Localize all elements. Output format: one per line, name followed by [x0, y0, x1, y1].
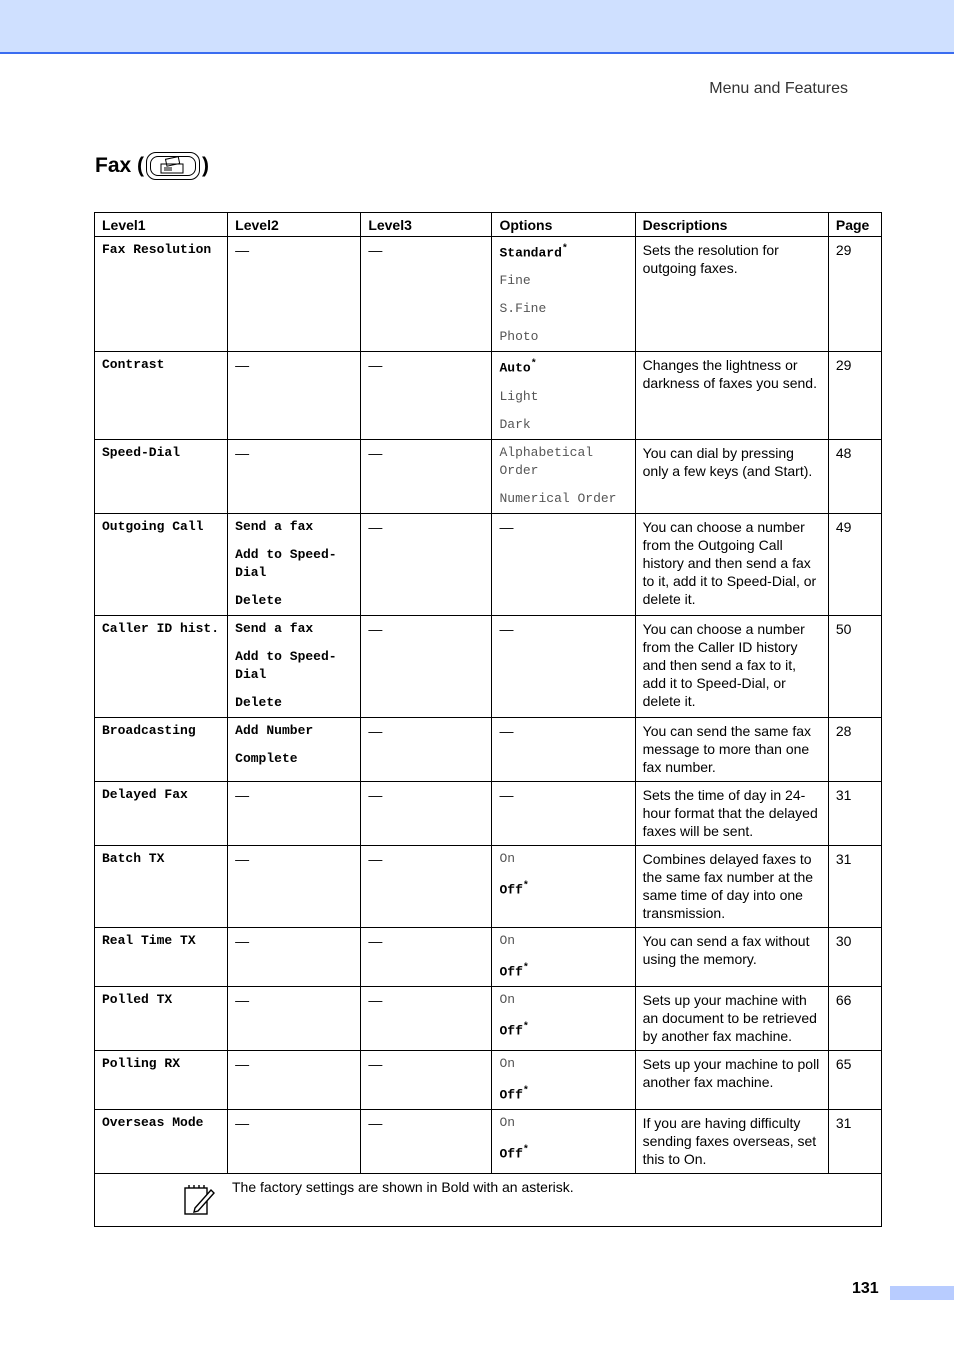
- level1-cell: Polled TX: [95, 986, 228, 1050]
- option-item: Numerical Order: [499, 490, 617, 506]
- level3-cell: —: [361, 439, 492, 513]
- table-row: [95, 845, 882, 927]
- page-cell: 66: [828, 986, 881, 1050]
- default-asterisk: *: [530, 359, 537, 371]
- options-cell: [492, 781, 635, 845]
- col-header-descriptions: Descriptions: [635, 213, 828, 237]
- options-cell: [492, 615, 635, 717]
- default-asterisk: *: [522, 880, 529, 892]
- description-cell: Changes the lightness or darkness of faxes you send.: [635, 352, 828, 439]
- options-cell: [492, 845, 635, 927]
- level2-item: Send a fax: [235, 518, 314, 534]
- option-item: Alphabetical Order: [499, 444, 594, 478]
- page-cell: 31: [828, 845, 881, 927]
- level2-item: Delete: [235, 694, 282, 710]
- description-cell: You can choose a number from the Caller ID history and then send a fax to it, add it to Speed-Dial, or delete it.: [635, 615, 828, 717]
- description-cell: Combines delayed faxes to the same fax number at the same time of day into one transmission.: [635, 845, 828, 927]
- level3-cell: —: [361, 717, 492, 781]
- level2-cell: —: [228, 237, 361, 352]
- table-row: [95, 615, 882, 717]
- page-cell: 31: [828, 1110, 881, 1174]
- level3-cell: —: [361, 845, 492, 927]
- level2-cell: [228, 717, 361, 781]
- default-asterisk: *: [522, 1021, 529, 1033]
- option-item: —: [499, 518, 514, 535]
- table-row: [95, 927, 882, 986]
- option-default: Off*: [499, 1021, 529, 1039]
- level3-cell: —: [361, 1110, 492, 1174]
- default-asterisk: *: [522, 962, 529, 974]
- level2-item: Add to Speed-Dial: [235, 546, 337, 580]
- option-item: —: [499, 722, 514, 739]
- description-cell: Sets up your machine to poll another fax machine.: [635, 1050, 828, 1109]
- description-cell: Sets the resolution for outgoing faxes.: [635, 237, 828, 352]
- table-row: [95, 1050, 882, 1109]
- options-cell: [492, 237, 635, 352]
- note-pencil-icon: [182, 1182, 216, 1216]
- level3-cell: —: [361, 781, 492, 845]
- table-row: [95, 1110, 882, 1174]
- level2-cell: —: [228, 1110, 361, 1174]
- page-cell: 31: [828, 781, 881, 845]
- table-header-row: [95, 213, 882, 237]
- default-asterisk: *: [522, 1085, 529, 1097]
- options-cell: [492, 717, 635, 781]
- level2-cell: [228, 615, 361, 717]
- table-row: [95, 352, 882, 439]
- level2-cell: —: [228, 352, 361, 439]
- level2-cell: —: [228, 927, 361, 986]
- option-item: On: [499, 850, 516, 866]
- footer-tab: [890, 1286, 954, 1300]
- description-cell: Sets the time of day in 24-hour format that the delayed faxes will be sent.: [635, 781, 828, 845]
- section-title-prefix: Fax (: [95, 154, 145, 177]
- level2-item: Add Number: [235, 722, 314, 738]
- options-cell: [492, 513, 635, 615]
- col-header-level1: Level1: [95, 213, 228, 237]
- level2-cell: [228, 513, 361, 615]
- level1-cell: Caller ID hist.: [95, 615, 228, 717]
- level1-cell: Polling RX: [95, 1050, 228, 1109]
- option-item: Light: [499, 388, 539, 404]
- fax-key-icon: [146, 152, 200, 180]
- option-default: Off*: [499, 1085, 529, 1103]
- options-cell: [492, 986, 635, 1050]
- description-cell: Sets up your machine with an document to be retrieved by another fax machine.: [635, 986, 828, 1050]
- level3-cell: —: [361, 352, 492, 439]
- option-item: On: [499, 1055, 516, 1071]
- level3-cell: —: [361, 927, 492, 986]
- level2-item: Add to Speed-Dial: [235, 648, 337, 682]
- default-asterisk: *: [522, 1145, 529, 1157]
- level1-cell: Delayed Fax: [95, 781, 228, 845]
- level1-cell: Batch TX: [95, 845, 228, 927]
- level2-cell: —: [228, 845, 361, 927]
- options-cell: [492, 927, 635, 986]
- col-header-page: Page: [828, 213, 881, 237]
- table-row: [95, 237, 882, 352]
- description-cell: You can choose a number from the Outgoing Call history and then send a fax to it, add it to Speed-Dial, or delete it.: [635, 513, 828, 615]
- level2-item: Delete: [235, 592, 282, 608]
- option-default: Off*: [499, 962, 529, 979]
- default-asterisk: *: [561, 244, 568, 255]
- options-cell: [492, 1110, 635, 1174]
- level2-cell: —: [228, 986, 361, 1050]
- option-default: Off*: [499, 880, 529, 897]
- page-cell: 48: [828, 439, 881, 513]
- option-item: S.Fine: [499, 301, 547, 317]
- option-item: Fine: [499, 273, 531, 289]
- note-text: The factory settings are shown in Bold with an asterisk.: [232, 1179, 574, 1196]
- level3-cell: —: [361, 513, 492, 615]
- page-number: 131: [852, 1280, 879, 1297]
- description-cell: You can send a fax without using the memory.: [635, 927, 828, 986]
- level2-item: Complete: [235, 750, 298, 766]
- running-header: Menu and Features: [709, 80, 848, 97]
- table-row: [95, 781, 882, 845]
- option-item: Dark: [499, 416, 531, 432]
- table-row: [95, 986, 882, 1050]
- section-title: [95, 152, 209, 180]
- description-cell: If you are having difficulty sending faxes overseas, set this to On.: [635, 1110, 828, 1174]
- col-header-level3: Level3: [361, 213, 492, 237]
- level2-cell: —: [228, 781, 361, 845]
- top-band: [0, 0, 954, 54]
- table-row: [95, 717, 882, 781]
- level1-cell: Overseas Mode: [95, 1110, 228, 1174]
- description-cell: You can dial by pressing only a few keys (and Start).: [635, 439, 828, 513]
- description-cell: You can send the same fax message to more than one fax number.: [635, 717, 828, 781]
- page-cell: 29: [828, 237, 881, 352]
- level1-cell: Fax Resolution: [95, 237, 228, 352]
- page-cell: 28: [828, 717, 881, 781]
- table-row: [95, 439, 882, 513]
- level3-cell: —: [361, 615, 492, 717]
- options-cell: [492, 439, 635, 513]
- level3-cell: —: [361, 986, 492, 1050]
- options-cell: [492, 352, 635, 439]
- note-row: [95, 1174, 882, 1227]
- col-header-options: Options: [492, 213, 635, 237]
- level1-cell: Broadcasting: [95, 717, 228, 781]
- option-item: On: [499, 1115, 516, 1131]
- level1-cell: Contrast: [95, 352, 228, 439]
- page-cell: 49: [828, 513, 881, 615]
- page-cell: 29: [828, 352, 881, 439]
- level1-cell: Real Time TX: [95, 927, 228, 986]
- option-item: On: [499, 932, 516, 948]
- section-title-suffix: ): [202, 154, 210, 177]
- level2-item: Send a fax: [235, 620, 314, 636]
- option-default: Standard*: [499, 244, 568, 261]
- option-default: Off*: [499, 1145, 529, 1162]
- option-item: On: [499, 991, 516, 1007]
- option-item: Photo: [499, 329, 539, 345]
- level1-cell: Speed-Dial: [95, 439, 228, 513]
- col-header-level2: Level2: [228, 213, 361, 237]
- page-cell: 30: [828, 927, 881, 986]
- table-row: [95, 513, 882, 615]
- option-item: —: [499, 620, 514, 637]
- page-cell: 65: [828, 1050, 881, 1109]
- level3-cell: —: [361, 1050, 492, 1109]
- option-item: —: [499, 786, 514, 803]
- fax-menu-table: [94, 212, 882, 1227]
- level3-cell: —: [361, 237, 492, 352]
- level1-cell: Outgoing Call: [95, 513, 228, 615]
- level2-cell: —: [228, 439, 361, 513]
- options-cell: [492, 1050, 635, 1109]
- page-cell: 50: [828, 615, 881, 717]
- level2-cell: —: [228, 1050, 361, 1109]
- option-default: Auto*: [499, 359, 537, 376]
